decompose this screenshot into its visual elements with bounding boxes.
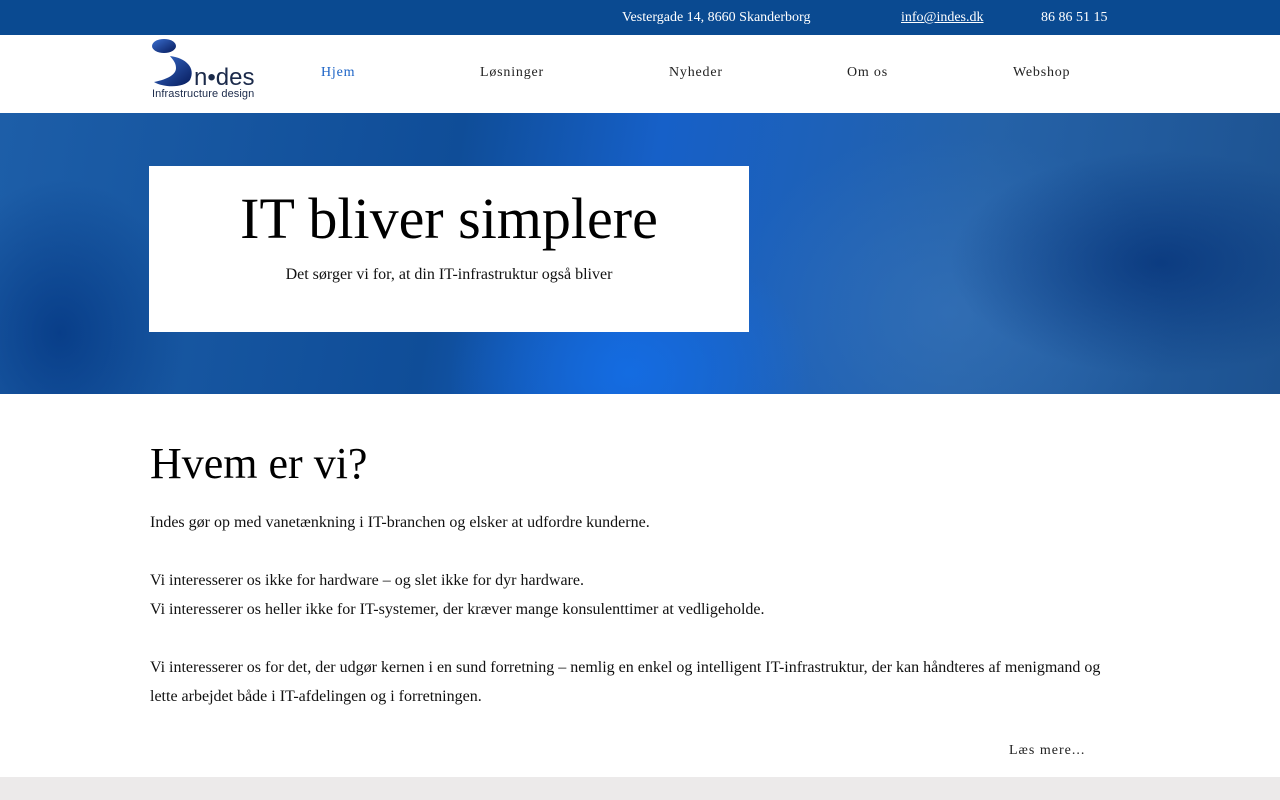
site-header [0, 35, 1280, 113]
about-section [150, 436, 1130, 711]
hero-banner [0, 113, 1280, 394]
hero-title: IT bliver simplere [240, 186, 658, 251]
nav-item-hjem[interactable]: Hjem [321, 65, 356, 80]
logo-tagline: Infrastructure design [152, 88, 255, 100]
nav-item-om-os[interactable]: Om os [847, 65, 888, 80]
email-link[interactable]: info@indes.dk [901, 10, 984, 25]
about-paragraph: Vi interesserer os heller ikke for IT-systemer, der kræver mange konsulenttimer at vedligeholde. [150, 601, 765, 618]
logo-mark-icon [150, 38, 264, 90]
read-more-link[interactable]: Læs mere... [1009, 743, 1086, 758]
address-text: Vestergade 14, 8660 Skanderborg [622, 10, 811, 25]
about-title: Hvem er vi? [150, 439, 368, 488]
logo[interactable] [150, 38, 264, 104]
nav-item-losninger[interactable]: Løsninger [480, 65, 544, 80]
top-contact-bar [0, 0, 1280, 35]
phone-number: 86 86 51 15 [1041, 10, 1108, 25]
about-paragraph: Indes gør op med vanetænkning i IT-branchen og elsker at udfordre kunderne. [150, 514, 650, 531]
about-paragraph: Vi interesserer os for det, der udgør kernen i en sund forretning – nemlig en enkel og intelligent IT-infrastruktur, der kan håndteres af menigmand og lette arbejdet både i IT-afdelingen og i forretningen. [150, 659, 1101, 705]
hero-subtitle: Det sørger vi for, at din IT-infrastruktur også bliver [285, 266, 613, 283]
nav-item-webshop[interactable]: Webshop [1013, 65, 1071, 80]
hero-card [149, 166, 749, 332]
nav-item-nyheder[interactable]: Nyheder [669, 65, 723, 80]
logo-wordmark: n•des [194, 64, 255, 90]
about-paragraph: Vi interesserer os ikke for hardware – og slet ikke for dyr hardware. [150, 572, 584, 589]
footer-strip [0, 777, 1280, 800]
